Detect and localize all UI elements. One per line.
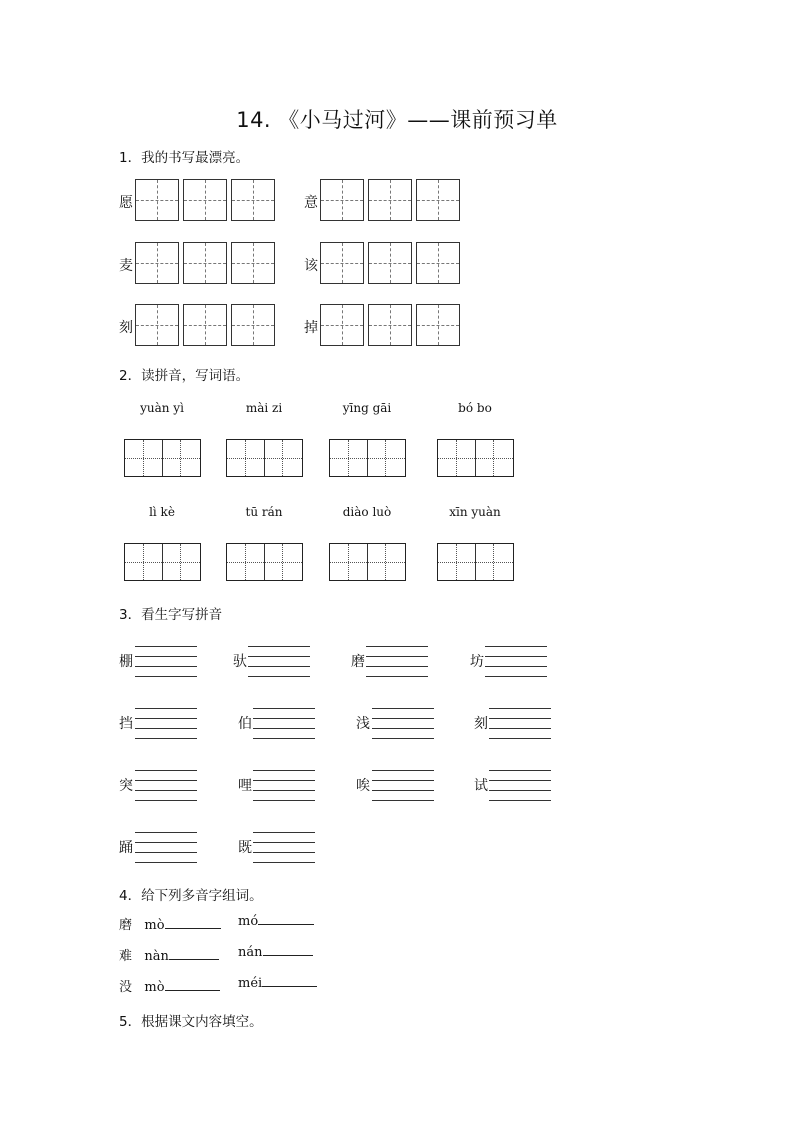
answer-blank[interactable] [165, 990, 220, 991]
q3-char: 浅 [356, 716, 370, 732]
tianzige-cell[interactable] [368, 242, 412, 284]
tianzige-cell[interactable] [231, 242, 275, 284]
pinyin-prompt: lì kè [149, 505, 175, 519]
tianzige-cell[interactable] [320, 179, 364, 221]
word-writing-box[interactable] [329, 439, 406, 477]
tianzige-cell[interactable] [183, 304, 227, 346]
tianzige-cell[interactable] [135, 242, 179, 284]
q4-pinyin: nàn [144, 949, 169, 964]
pinyin-prompt: diào luò [342, 505, 392, 519]
tianzige-cell[interactable] [416, 304, 460, 346]
pinyin-writing-lines[interactable] [135, 646, 197, 676]
q1-char: 意 [304, 195, 318, 211]
pinyin-writing-lines[interactable] [253, 832, 315, 862]
tianzige-cell[interactable] [416, 179, 460, 221]
question-5-label: 5．根据课文内容填空。 [119, 1014, 263, 1030]
q4-row [238, 914, 314, 929]
tianzige-cell[interactable] [320, 304, 364, 346]
question-4-label: 4．给下列多音字组词。 [119, 888, 263, 904]
q3-char: 踊 [119, 840, 133, 856]
tianzige-cell[interactable] [135, 179, 179, 221]
answer-blank[interactable] [169, 959, 219, 960]
q4-pinyin: mó [238, 914, 259, 929]
answer-blank[interactable] [258, 924, 314, 925]
q3-char: 驮 [233, 654, 247, 670]
q4-row [119, 914, 221, 933]
pinyin-writing-lines[interactable] [253, 770, 315, 800]
tianzige-cell[interactable] [368, 304, 412, 346]
word-writing-box[interactable] [124, 439, 201, 477]
q3-char: 伯 [238, 716, 252, 732]
pinyin-writing-lines[interactable] [135, 832, 197, 862]
pinyin-writing-lines[interactable] [489, 770, 551, 800]
answer-blank[interactable] [262, 986, 317, 987]
word-writing-box[interactable] [124, 543, 201, 581]
q3-char: 棚 [119, 654, 133, 670]
q4-pinyin: nán [238, 945, 263, 960]
pinyin-writing-lines[interactable] [372, 708, 434, 738]
tianzige-cell[interactable] [320, 242, 364, 284]
word-writing-box[interactable] [437, 439, 514, 477]
pinyin-prompt: tū rán [245, 505, 283, 519]
q3-char: 唉 [356, 778, 370, 794]
word-writing-box[interactable] [437, 543, 514, 581]
answer-blank[interactable] [165, 928, 221, 929]
tianzige-cell[interactable] [135, 304, 179, 346]
q4-row [119, 976, 220, 995]
q3-char: 哩 [238, 778, 252, 794]
page-title: 14. 《小马过河》——课前预习单 [236, 108, 558, 132]
q4-char: 难 [119, 949, 133, 964]
q4-char: 没 [119, 980, 133, 995]
answer-blank[interactable] [263, 955, 313, 956]
q1-char: 刻 [119, 320, 133, 336]
word-writing-box[interactable] [226, 439, 303, 477]
q4-pinyin: méi [238, 976, 263, 991]
q4-row [119, 945, 219, 964]
q3-char: 磨 [351, 654, 365, 670]
tianzige-cell[interactable] [231, 179, 275, 221]
q1-char: 掉 [304, 320, 318, 336]
q3-char: 坊 [470, 654, 484, 670]
pinyin-prompt: mài zi [245, 401, 283, 415]
pinyin-prompt: yīng gāi [342, 401, 392, 415]
pinyin-writing-lines[interactable] [248, 646, 310, 676]
tianzige-cell[interactable] [368, 179, 412, 221]
tianzige-cell[interactable] [416, 242, 460, 284]
pinyin-writing-lines[interactable] [135, 770, 197, 800]
pinyin-writing-lines[interactable] [489, 708, 551, 738]
q4-char: 磨 [119, 918, 133, 933]
q1-char: 该 [304, 258, 318, 274]
q3-char: 既 [238, 840, 252, 856]
question-2-label: 2．读拼音，写词语。 [119, 368, 250, 384]
q1-char: 愿 [119, 195, 133, 211]
pinyin-writing-lines[interactable] [366, 646, 428, 676]
q1-char: 麦 [119, 258, 133, 274]
q3-char: 试 [474, 778, 488, 794]
pinyin-writing-lines[interactable] [485, 646, 547, 676]
tianzige-cell[interactable] [183, 179, 227, 221]
tianzige-cell[interactable] [231, 304, 275, 346]
question-1-label: 1．我的书写最漂亮。 [119, 150, 250, 166]
tianzige-cell[interactable] [183, 242, 227, 284]
pinyin-prompt: yuàn yì [140, 401, 184, 415]
pinyin-writing-lines[interactable] [253, 708, 315, 738]
pinyin-prompt: bó bo [458, 401, 492, 415]
q4-row [238, 976, 317, 991]
q4-pinyin: mò [144, 918, 165, 933]
pinyin-writing-lines[interactable] [135, 708, 197, 738]
word-writing-box[interactable] [226, 543, 303, 581]
word-writing-box[interactable] [329, 543, 406, 581]
pinyin-writing-lines[interactable] [372, 770, 434, 800]
q4-row [238, 945, 313, 960]
question-3-label: 3．看生字写拼音 [119, 607, 223, 623]
q3-char: 突 [119, 778, 133, 794]
q3-char: 挡 [119, 716, 133, 732]
pinyin-prompt: xīn yuàn [449, 505, 501, 519]
q3-char: 刻 [474, 716, 488, 732]
q4-pinyin: mò [144, 980, 165, 995]
